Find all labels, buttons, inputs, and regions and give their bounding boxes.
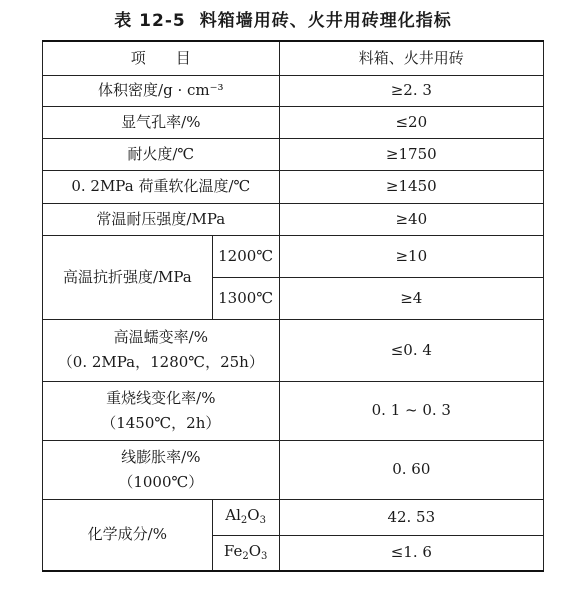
table-row (43, 440, 544, 499)
table-row (43, 235, 544, 277)
row-value: ≥1750 (279, 138, 543, 170)
spec-table (42, 40, 544, 572)
row-label (43, 319, 280, 381)
row-label-text: 线膨胀率/% (121, 447, 201, 466)
row-value: ≤20 (279, 106, 543, 138)
table-row (43, 381, 544, 440)
row-label: 耐火度/℃ (43, 138, 280, 170)
row-label-text: 重烧线变化率/% (106, 388, 216, 407)
table-caption: 料箱墙用砖、火井用砖理化指标 (199, 11, 452, 31)
row-sublabel: $Al_2O_3$ (212, 499, 279, 535)
row-label: 化学成分/% (43, 499, 213, 571)
row-value: ≤0. 4 (279, 319, 543, 381)
row-value: 0. 60 (279, 440, 543, 499)
row-sublabel: $Fe_2O_3$ (212, 535, 279, 571)
row-sublabel: 1300℃ (212, 277, 279, 319)
table-row (43, 138, 544, 170)
table-row (43, 319, 544, 381)
table-row (43, 170, 544, 203)
table-row (43, 106, 544, 138)
row-condition: （1000℃） (118, 472, 204, 491)
row-value: ≥40 (279, 203, 543, 235)
row-sublabel: 1200℃ (212, 235, 279, 277)
row-condition: （1450℃，2h） (101, 413, 221, 432)
row-label (43, 440, 280, 499)
row-value: ≥2. 3 (279, 75, 543, 106)
row-label (43, 381, 280, 440)
header-row (43, 41, 544, 75)
row-value: ≥1450 (279, 170, 543, 203)
table-row (43, 203, 544, 235)
row-label: 显气孔率/% (43, 106, 280, 138)
header-value: 料箱、火井用砖 (279, 41, 543, 75)
table-row (43, 75, 544, 106)
row-condition: （0. 2MPa，1280℃，25h） (57, 353, 264, 371)
row-label: 体积密度/g · cm⁻³ (43, 75, 280, 106)
row-value: ≥10 (279, 235, 543, 277)
header-item: 项 目 (43, 41, 280, 75)
table-row (43, 499, 544, 535)
row-value: ≤1. 6 (279, 535, 543, 571)
table-number: 表 12-5 (114, 11, 186, 31)
row-label: 常温耐压强度/MPa (43, 203, 280, 235)
row-label: 高温抗折强度/MPa (43, 235, 213, 319)
row-value: 42. 53 (279, 499, 543, 535)
row-value: ≥4 (279, 277, 543, 319)
row-label-text: 高温蠕变率/% (113, 328, 208, 347)
row-label: 0. 2MPa 荷重软化温度/℃ (43, 170, 280, 203)
table-title (0, 6, 566, 31)
row-value: 0. 1 ~ 0. 3 (279, 381, 543, 440)
